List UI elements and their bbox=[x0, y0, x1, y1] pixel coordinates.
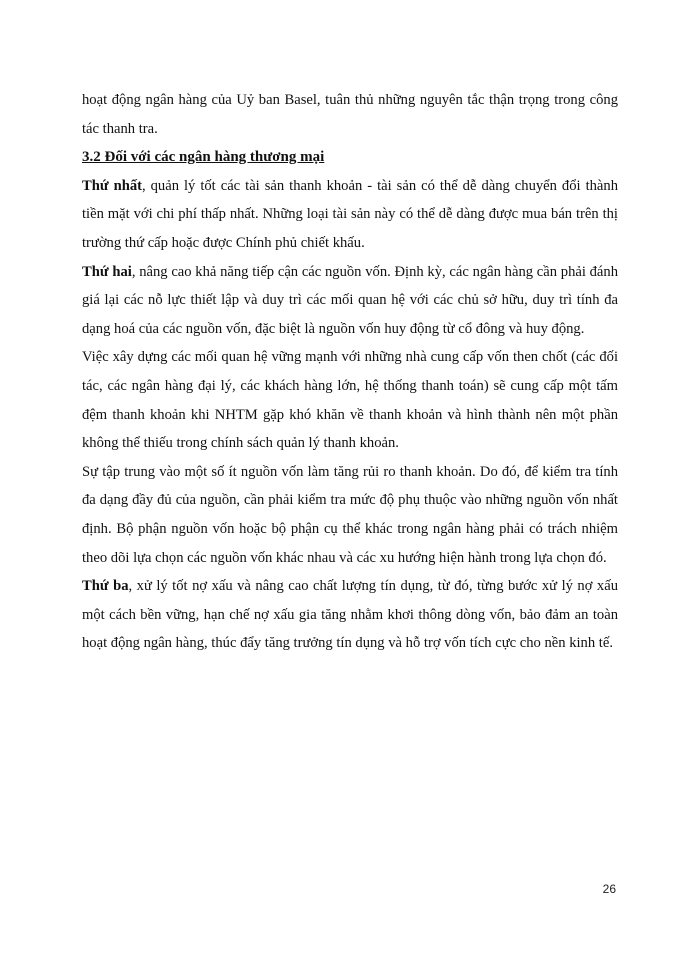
paragraph-relationships bbox=[82, 343, 618, 457]
paragraph-second bbox=[82, 258, 618, 344]
intro-paragraph: hoạt động ngân hàng của Uỷ ban Basel, tuân thủ những nguyên tắc thận trọng trong công tác thanh tra. bbox=[82, 92, 618, 137]
page-body bbox=[82, 86, 618, 658]
paragraph-lead: Thứ ba bbox=[82, 578, 129, 595]
paragraph-text: , quản lý tốt các tài sản thanh khoản - tài sản có thể dễ dàng chuyển đổi thành tiền mặt với chi phí thấp nhất. Những loại tài sản này có thể dễ dàng được mua bán trên thị trường thứ cấp hoặc được Chính phủ chiết khấu. bbox=[82, 177, 618, 251]
section-heading: 3.2 Đối với các ngân hàng thương mại bbox=[82, 149, 325, 166]
paragraph-concentration bbox=[82, 458, 618, 572]
paragraph-lead: Thứ nhất bbox=[82, 177, 142, 194]
paragraph-text: Sự tập trung vào một số ít nguồn vốn làm tăng rủi ro thanh khoản. Do đó, để kiểm tra tính đa dạng đầy đủ của nguồn, cần phải kiểm tra mức độ phụ thuộc vào những nguồn vốn nhất định. Bộ phận nguồn vốn hoặc bộ phận cụ thể khác trong ngân hàng phải có trách nhiệm theo dõi lựa chọn các nguồn vốn khác nhau và các xu hướng hiện hành trong lựa chọn đó. bbox=[82, 463, 618, 566]
page-number: 26 bbox=[602, 882, 616, 896]
paragraph-third bbox=[82, 572, 618, 658]
paragraph-text: , nâng cao khả năng tiếp cận các nguồn vốn. Định kỳ, các ngân hàng cần phải đánh giá lại các nỗ lực thiết lập và duy trì các mối quan hệ với các chủ sở hữu, duy trì tính đa dạng hoá của các nguồn vốn, đặc biệt là nguồn vốn huy động từ cổ đông và huy động. bbox=[82, 263, 618, 337]
paragraph-lead: Thứ hai bbox=[82, 263, 132, 280]
paragraph-text: , xử lý tốt nợ xấu và nâng cao chất lượng tín dụng, từ đó, từng bước xử lý nợ xấu một cách bền vững, hạn chế nợ xấu gia tăng nhằm khơi thông dòng vốn, bảo đảm an toàn hoạt động ngân hàng, thúc đẩy tăng trưởng tín dụng và hỗ trợ vốn tích cực cho nền kinh tế. bbox=[82, 578, 618, 652]
paragraph-first bbox=[82, 172, 618, 258]
paragraph-text: Việc xây dựng các mối quan hệ vững mạnh với những nhà cung cấp vốn then chốt (các đối tác, các ngân hàng đại lý, các khách hàng lớn, hệ thống thanh toán) sẽ cung cấp một tấm đệm thanh khoản khi NHTM gặp khó khăn về thanh khoản và hình thành nên một phần không thể thiếu trong chính sách quản lý thanh khoản. bbox=[82, 349, 618, 452]
